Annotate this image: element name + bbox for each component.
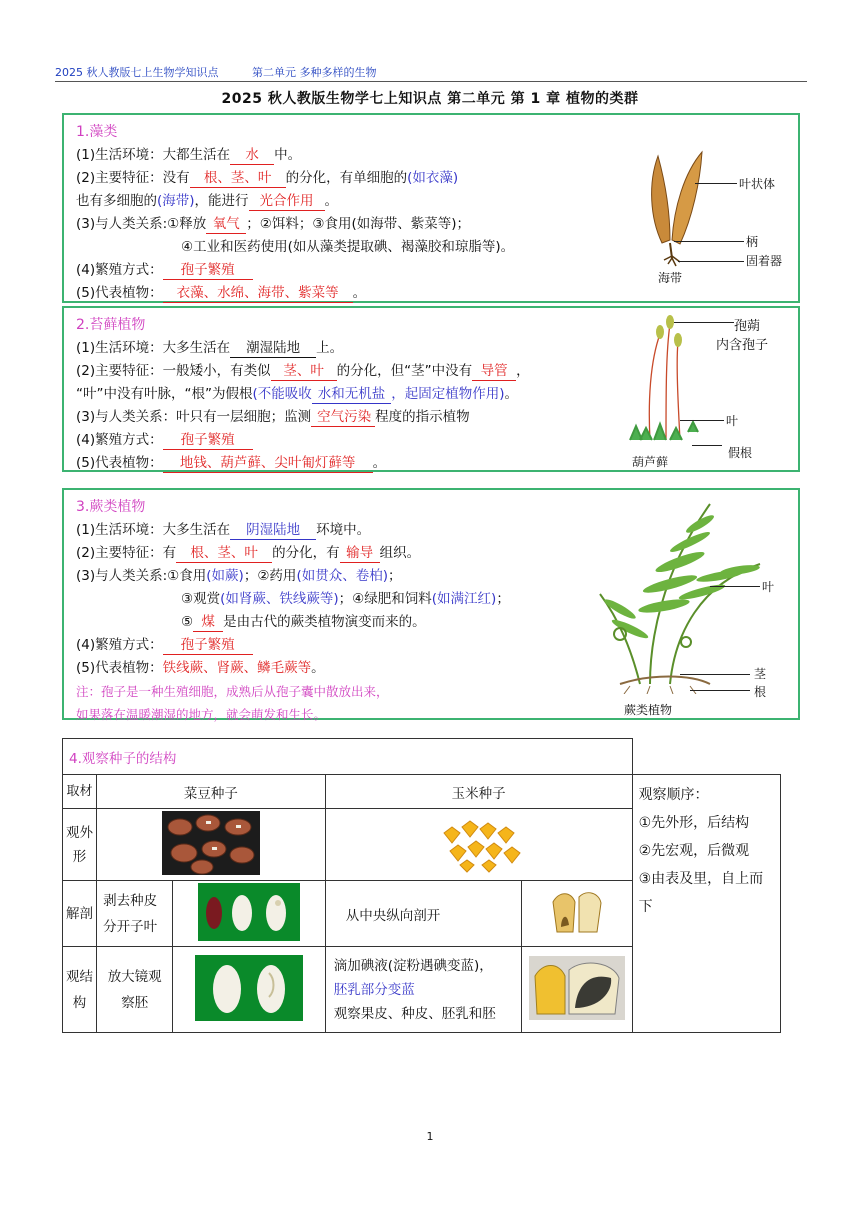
bean-embryo-image bbox=[195, 955, 303, 1021]
bean-dissect-image-cell bbox=[173, 881, 325, 947]
bean-dissected-image bbox=[198, 883, 300, 941]
document-title: 2025 秋人教版生物学七上知识点 第二单元 第 1 章 植物的类群 bbox=[221, 91, 639, 107]
seed-structure-table bbox=[62, 738, 781, 1033]
fern-note-2: 如果落在温暖潮湿的地方，就会萌发和生长。 bbox=[76, 707, 327, 722]
kelp-label-blade: 叶状体 bbox=[739, 177, 776, 191]
order-2: ②先宏观，后微观 bbox=[638, 843, 750, 859]
order-3: ③由表及里，自上而下 bbox=[638, 871, 764, 915]
bean-seeds-image bbox=[162, 811, 260, 875]
moss-features: (2)主要特征：一般矮小，有类似 茎、叶 的分化，但“茎”中没有 导管 ， bbox=[76, 363, 530, 379]
algae-features: (2)主要特征：没有 根、茎、叶 的分化，有单细胞的(如衣藻) bbox=[76, 170, 459, 186]
fern-relation-3: ⑤ 煤 是由古代的蕨类植物演变而来的。 bbox=[181, 614, 426, 630]
page-number: 1 bbox=[426, 1130, 434, 1143]
moss-reproduction: (4)繁殖方式： 孢子繁殖 bbox=[76, 429, 786, 452]
bean-structure-text: 放大镜观察胚 bbox=[97, 947, 173, 1033]
corn-structure-text bbox=[325, 947, 522, 1033]
fern-reproduction: (4)繁殖方式： 孢子繁殖 bbox=[76, 634, 786, 657]
header-right: 第二单元 多种多样的生物 bbox=[252, 66, 377, 79]
kelp-label-stipe: 柄 bbox=[746, 235, 759, 249]
moss-illustration bbox=[620, 312, 800, 470]
corn-iodine-image bbox=[529, 956, 625, 1020]
header-corn: 玉米种子 bbox=[325, 775, 632, 809]
kelp-figure bbox=[640, 148, 800, 288]
moss-examples: (5)代表植物： 地钱、葫芦藓、尖叶匍灯藓等 。 bbox=[76, 455, 387, 471]
fern-caption: 蕨类植物 bbox=[624, 703, 673, 717]
corn-structure-image-cell bbox=[522, 947, 632, 1033]
moss-label-rhizoid: 假根 bbox=[728, 446, 753, 460]
moss-label-capsule: 孢蒴 bbox=[734, 319, 761, 334]
row-structure: 观结构 bbox=[63, 947, 97, 1033]
row-dissect: 解剖 bbox=[63, 881, 97, 947]
moss-figure bbox=[620, 312, 800, 470]
algae-habitat: (1)生活环境：大都生活在 水 中。 bbox=[76, 147, 302, 163]
header-bean: 菜豆种子 bbox=[97, 775, 326, 809]
moss-relation: (3)与人类关系：叶只有一层细胞；监测 空气污染 程度的指示植物 bbox=[76, 409, 470, 425]
fern-label-leaf: 叶 bbox=[762, 580, 775, 594]
row-appearance: 观外形 bbox=[63, 809, 97, 881]
fern-label-root: 根 bbox=[754, 685, 767, 699]
moss-caption: 葫芦藓 bbox=[632, 455, 669, 469]
order-title: 观察顺序： bbox=[638, 787, 709, 803]
moss-title: 2.苔藓植物 bbox=[76, 317, 146, 333]
fern-habitat: (1)生活环境：大多生活在 阴湿陆地 环境中。 bbox=[76, 522, 371, 538]
algae-examples: (5)代表植物： 衣藻、水绵、海带、紫菜等 。 bbox=[76, 285, 367, 301]
fern-features: (2)主要特征：有 根、茎、叶 的分化，有 输导 组织。 bbox=[76, 545, 421, 561]
kelp-caption: 海带 bbox=[658, 271, 683, 285]
order-1: ①先外形，后结构 bbox=[638, 815, 750, 831]
fern-relation-2: ③观赏(如肾蕨、铁线蕨等)；④绿肥和饲料(如满江红)； bbox=[181, 591, 510, 607]
fern-label-stem: 茎 bbox=[754, 667, 767, 681]
corn-dissected-image bbox=[547, 887, 607, 937]
corn-dissect-image-cell bbox=[522, 881, 632, 947]
algae-title: 1.藻类 bbox=[76, 124, 118, 140]
fern-relation: (3)与人类关系:①食用(如蕨)；②药用(如贯众、卷柏)； bbox=[76, 568, 402, 584]
seed-table-title: 4.观察种子的结构 bbox=[63, 739, 633, 775]
moss-habitat: (1)生活环境：大多生活在 潮湿陆地 上。 bbox=[76, 340, 344, 356]
bean-appearance-cell bbox=[97, 809, 326, 881]
running-header bbox=[55, 64, 807, 82]
bean-dissect-text: 剥去种皮分开子叶 bbox=[97, 881, 173, 947]
algae-reproduction: (4)繁殖方式： 孢子繁殖 bbox=[76, 259, 786, 282]
algae-relation-2: ④工业和医药使用(如从藻类提取碘、褐藻胶和琼脂等)。 bbox=[181, 239, 515, 255]
moss-features-2: “叶”中没有叶脉，“根”为假根(不能吸收 水和无机盐 ，起固定植物作用)。 bbox=[76, 386, 519, 402]
corn-kernels-image bbox=[434, 813, 524, 873]
fern-examples: (5)代表植物：铁线蕨、肾蕨、鳞毛蕨等。 bbox=[76, 660, 325, 676]
algae-features-2: 也有多细胞的(海带)，能进行 光合作用 。 bbox=[76, 193, 339, 209]
kelp-label-holdfast: 固着器 bbox=[746, 254, 783, 268]
header-material: 取材 bbox=[63, 775, 97, 809]
corn-structure-line-1: 滴加碘液(淀粉遇碘变蓝)， bbox=[333, 957, 493, 974]
bean-structure-image-cell bbox=[173, 947, 325, 1033]
corn-dissect-text: 从中央纵向剖开 bbox=[325, 881, 522, 947]
fern-title: 3.蕨类植物 bbox=[76, 499, 146, 515]
corn-appearance-cell bbox=[325, 809, 632, 881]
observation-order bbox=[632, 775, 780, 1033]
fern-figure bbox=[590, 494, 800, 718]
header-left: 2025 秋人教版七上生物学知识点 bbox=[55, 66, 219, 79]
algae-relation: (3)与人类关系:①释放 氧气 ；②饵料；③食用(如海带、紫菜等)； bbox=[76, 216, 471, 232]
moss-label-spores: 内含孢子 bbox=[716, 338, 769, 353]
fern-note-1: 注：孢子是一种生殖细胞，成熟后从孢子囊中散放出来， bbox=[76, 684, 389, 699]
corn-structure-line-2: 胚乳部分变蓝 bbox=[333, 981, 415, 998]
corn-structure-line-3: 观察果皮、种皮、胚乳和胚 bbox=[333, 1005, 496, 1022]
moss-label-leaf: 叶 bbox=[726, 414, 739, 428]
